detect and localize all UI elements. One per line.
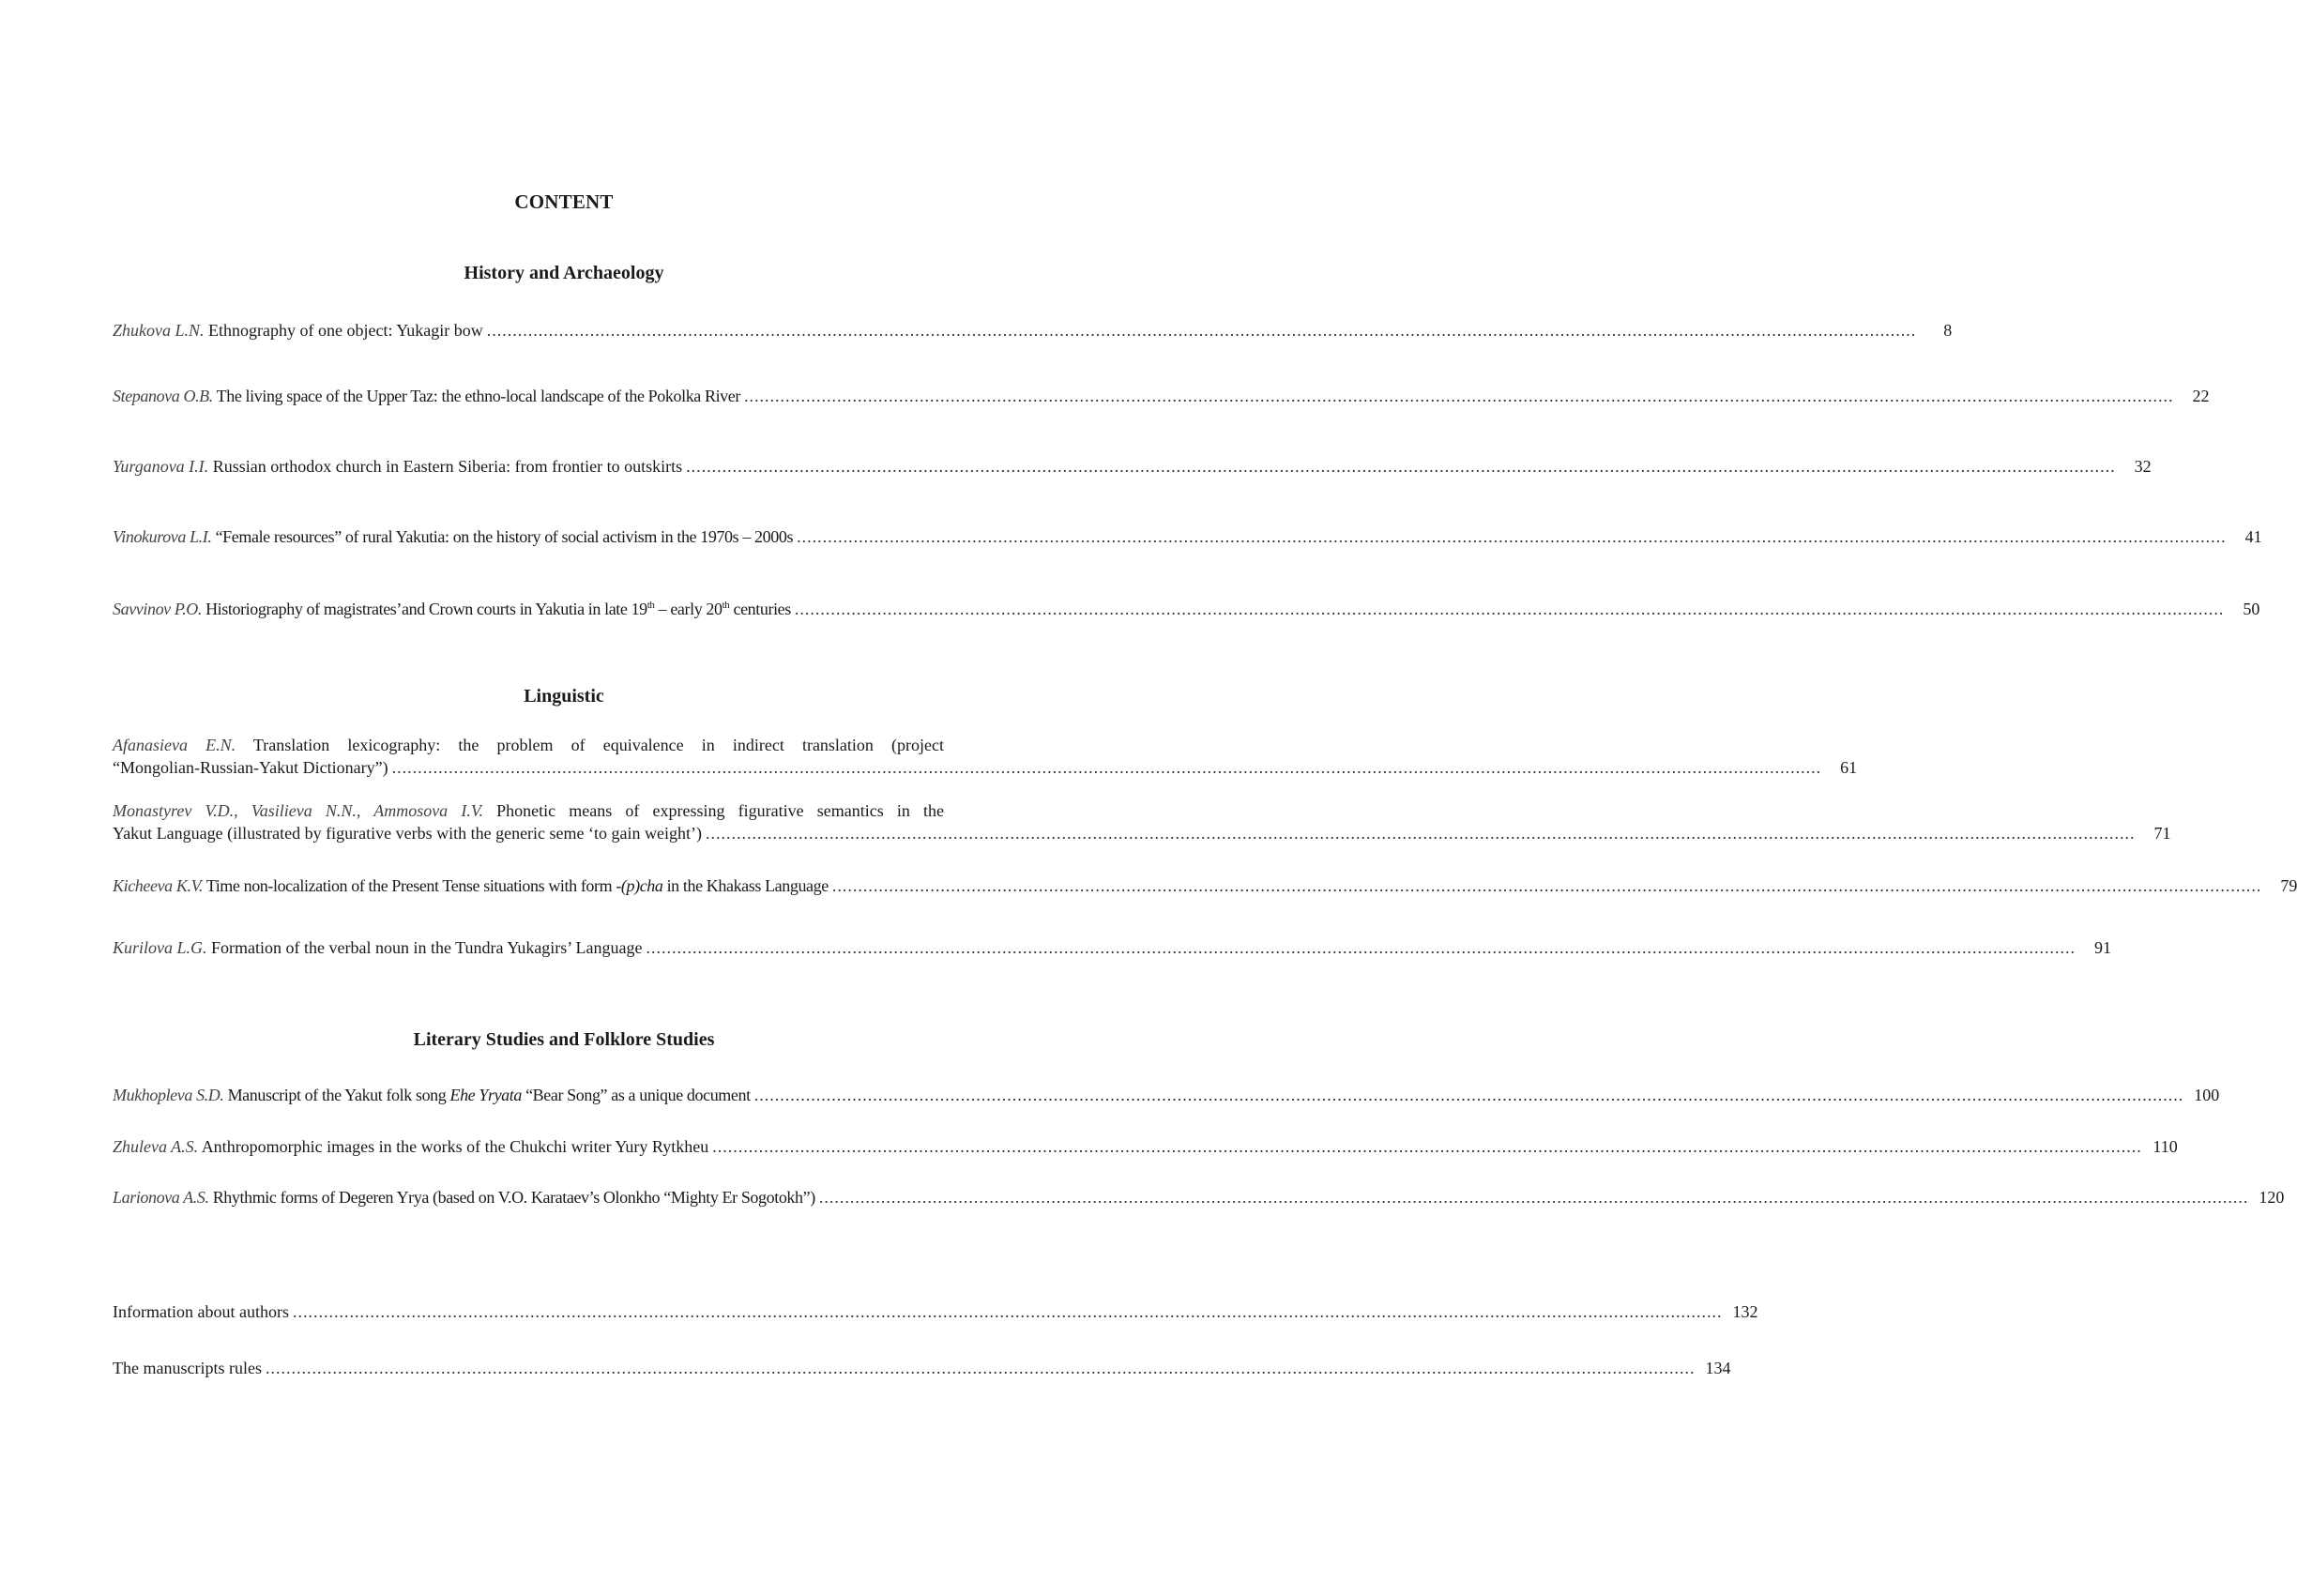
entry-title: “Female resources” of rural Yakutia: on the history of social activism in the 1970s – 2000s bbox=[215, 527, 794, 546]
toc-entry[interactable] bbox=[113, 455, 2152, 478]
entry-title-part: Manuscript of the Yakut folk song bbox=[227, 1086, 450, 1104]
entry-title-part: centuries bbox=[729, 600, 791, 618]
superscript: th bbox=[647, 600, 655, 611]
entry-page: 8 bbox=[1943, 321, 1953, 340]
entry-title: Information about authors bbox=[113, 1302, 289, 1321]
dot-leader bbox=[744, 385, 2174, 407]
section-title-history: History and Archaeology bbox=[464, 263, 664, 283]
entry-author: Zhuleva A.S. bbox=[113, 1137, 199, 1156]
entry-title: Russian orthodox church in Eastern Siberia: from frontier to outskirts bbox=[212, 457, 683, 476]
entry-page: 110 bbox=[2152, 1137, 2178, 1156]
entry-page: 32 bbox=[2134, 457, 2152, 476]
page-title: CONTENT bbox=[514, 190, 614, 213]
dot-leader bbox=[797, 525, 2227, 548]
toc-entry[interactable] bbox=[113, 525, 2262, 548]
entry-page: 91 bbox=[2093, 938, 2111, 957]
entry-title: Formation of the verbal noun in the Tundra Yukagirs’ Language bbox=[211, 938, 643, 957]
toc-entry[interactable] bbox=[113, 385, 2210, 407]
entry-author: Kurilova L.G. bbox=[113, 938, 207, 957]
entry-page: 61 bbox=[1840, 758, 1858, 777]
entry-page: 50 bbox=[2243, 600, 2260, 618]
entry-page: 120 bbox=[2259, 1188, 2285, 1207]
entry-page: 22 bbox=[2192, 387, 2210, 405]
toc-entry[interactable] bbox=[113, 1186, 2285, 1208]
toc-entry[interactable] bbox=[113, 936, 2111, 959]
entry-author: Larionova A.S. bbox=[113, 1188, 209, 1207]
toc-entry[interactable] bbox=[113, 319, 1953, 342]
entry-title: Anthropomorphic images in the works of the Chukchi writer Yury Rytkheu bbox=[201, 1137, 709, 1156]
entry-title-line1: Translation lexicography: the problem of equivalence in indirect translation (project bbox=[252, 736, 945, 754]
entry-author: Afanasieva E.N. bbox=[113, 736, 236, 754]
dot-leader bbox=[819, 1186, 2249, 1208]
entry-page: 132 bbox=[1732, 1302, 1758, 1321]
entry-title-line2: Yakut Language (illustrated by figurative verbs with the generic seme ‘to gain weight’) bbox=[113, 824, 702, 843]
entry-title-line2: “Mongolian-Russian-Yakut Dictionary”) bbox=[113, 758, 388, 777]
dot-leader bbox=[832, 874, 2262, 897]
entry-title-part: in the Khakass Language bbox=[662, 876, 829, 895]
entry-author: Monastyrev V.D., Vasilieva N.N., Ammosova I.V. bbox=[113, 801, 483, 820]
dot-leader bbox=[686, 455, 2116, 478]
entry-title-part: – early 20 bbox=[654, 600, 723, 618]
entry-author: Savvinov P.O. bbox=[113, 600, 202, 618]
entry-author: Yurganova I.I. bbox=[113, 457, 209, 476]
toc-entry-appendix[interactable] bbox=[113, 1357, 1731, 1379]
entry-page: 41 bbox=[2244, 527, 2262, 546]
entry-author: Mukhopleva S.D. bbox=[113, 1086, 224, 1104]
entry-page: 71 bbox=[2153, 824, 2171, 843]
dot-leader bbox=[706, 822, 2136, 844]
entry-page: 100 bbox=[2194, 1086, 2220, 1104]
toc-entry[interactable] bbox=[113, 799, 2171, 844]
entry-title: Ethnography of one object: Yukagir bow bbox=[208, 321, 483, 340]
superscript: th bbox=[722, 600, 730, 611]
entry-author: Stepanova O.B. bbox=[113, 387, 213, 405]
dot-leader bbox=[392, 756, 1822, 779]
toc-entry[interactable] bbox=[113, 1084, 2220, 1106]
dot-leader bbox=[754, 1084, 2184, 1106]
toc-entry[interactable] bbox=[113, 1135, 2178, 1158]
toc-entry[interactable] bbox=[113, 734, 1858, 779]
dot-leader bbox=[795, 598, 2225, 620]
entry-title-part: Historiography of magistrates’and Crown courts in Yakutia in late 19 bbox=[205, 600, 647, 618]
entry-title-italic: -(p)cha bbox=[616, 876, 663, 895]
dot-leader bbox=[293, 1300, 1723, 1323]
toc-entry-appendix[interactable] bbox=[113, 1300, 1758, 1323]
dot-leader bbox=[646, 936, 2076, 959]
entry-title-italic: Ehe Yryata bbox=[449, 1086, 522, 1104]
entry-title-part: Time non-localization of the Present Tense situations with form bbox=[205, 876, 616, 895]
section-title-linguistic: Linguistic bbox=[524, 686, 604, 707]
toc-entry[interactable] bbox=[113, 598, 2260, 620]
entry-title-part: “Bear Song” as a unique document bbox=[521, 1086, 751, 1104]
entry-title: Rhythmic forms of Degeren Yrya (based on V.O. Karataev’s Olonkho “Mighty Er Sogotokh”) bbox=[212, 1188, 815, 1207]
toc-entry[interactable] bbox=[113, 874, 2297, 897]
entry-title: The manuscripts rules bbox=[113, 1359, 262, 1377]
entry-author: Kicheeva K.V. bbox=[113, 876, 203, 895]
dot-leader bbox=[487, 319, 1917, 342]
entry-title: The living space of the Upper Taz: the ethno-local landscape of the Pokolka River bbox=[216, 387, 740, 405]
section-title-literary: Literary Studies and Folklore Studies bbox=[413, 1029, 715, 1050]
entry-page: 134 bbox=[1705, 1359, 1731, 1377]
entry-title-line1: Phonetic means of expressing figurative semantics in the bbox=[496, 801, 944, 820]
entry-author: Zhukova L.N. bbox=[113, 321, 205, 340]
dot-leader bbox=[266, 1357, 1696, 1379]
dot-leader bbox=[712, 1135, 2142, 1158]
entry-page: 79 bbox=[2280, 876, 2297, 895]
entry-author: Vinokurova L.I. bbox=[113, 527, 212, 546]
